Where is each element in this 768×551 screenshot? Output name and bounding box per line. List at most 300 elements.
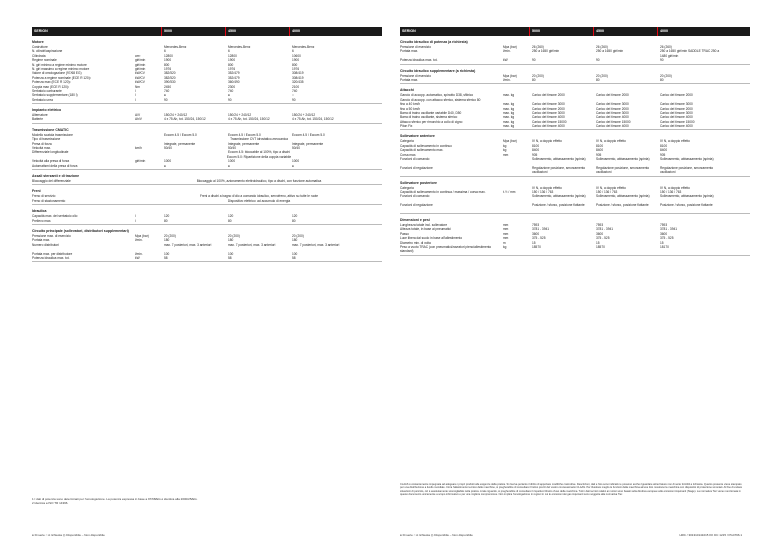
spec-label: Categoria (400, 139, 414, 144)
spec-value-4500: Carico del timone 4000 (596, 124, 629, 129)
legend-left: ● Di serie ○ A richiesta ◎ Disponibile – Non disponibile (32, 533, 105, 537)
spec-value-4500: 90 (228, 97, 232, 102)
spec-value-4500: 18570 (596, 244, 605, 249)
spec-label: Portata max. per distributore (32, 251, 73, 256)
spec-label: Barra di traino oscillante variabile D40, D50 (400, 110, 462, 115)
spec-value-4500: 100 (228, 251, 234, 256)
spec-row (32, 179, 382, 183)
spec-value-4000: 4 x 75 Ah, tot. 150/24, 150/12 (292, 117, 334, 122)
spec-label: Capacità di sollevamento max. (400, 148, 444, 153)
spec-label: Modello scatola trasmissione (32, 132, 73, 137)
section-divider (32, 261, 382, 262)
spec-value-4000: 1976 (292, 66, 300, 71)
spec-value-4500: 180 (228, 238, 234, 243)
spec-value-4000: 120 (292, 214, 298, 219)
spec-value-5000: 2450 (164, 84, 172, 89)
spec-label: Potenza idraulica max. tot. (400, 58, 438, 63)
section-title: Motore (32, 40, 44, 44)
spec-value-4500: Sollevamento, abbassamento (spinta) (596, 157, 650, 162)
section-title: Circuito idraulico di potenza (a richiesta) (400, 40, 468, 44)
section-title: Idraulica (32, 209, 47, 214)
header-col-4000: 4000 (660, 29, 668, 34)
spec-unit: Mpa (bar) (503, 73, 517, 78)
spec-value-5000: Carico del timone 3000 (532, 102, 565, 107)
spec-value-5000: 375 - 525 (532, 236, 546, 241)
spec-value-4500: 3781 - 3941 (596, 227, 614, 232)
spec-row (32, 199, 382, 203)
spec-unit: giri/min (135, 66, 146, 71)
spec-unit: max. kg (503, 93, 515, 98)
spec-value-5000: 50/40 (164, 146, 172, 151)
left-spec-body (32, 40, 382, 262)
spec-unit: max. kg (503, 106, 515, 111)
spec-value-4500: 800 (228, 62, 234, 67)
spec-value-5000: Integrale, permanente (164, 141, 196, 146)
spec-value-4000: 18170 (660, 244, 669, 249)
spec-value-4500: 8400 (596, 148, 604, 153)
section-divider (32, 123, 382, 124)
section-title: Circuito idraulico supplementare (a richiesta) (400, 68, 476, 73)
spec-value-4000: 7593 (660, 223, 668, 228)
spec-row (32, 98, 382, 102)
spec-label: Valore di omologazione (97/68 EG) (32, 71, 82, 76)
spec-label: Numero distributori (32, 242, 59, 247)
spec-label: Lunghezza totale incl. sollevatore (400, 223, 448, 228)
spec-value-4500: 352/479 (228, 71, 240, 76)
spec-unit: kW (135, 255, 140, 260)
spec-value-4000: 90 (660, 58, 664, 63)
section-title: Sollevatore posteriore (400, 180, 437, 185)
section-divider (32, 103, 382, 104)
section-divider (400, 64, 750, 65)
spec-section (32, 229, 382, 262)
spec-label: Attacco sferico per rimorchio a collo di cigno (400, 119, 463, 124)
spec-unit: kW (503, 58, 508, 63)
spec-value-4000: 375 - 525 (660, 236, 674, 241)
spec-value-5000: 382/520 (164, 71, 176, 76)
spec-label: Barra di traino oscillante, sistema sferico (400, 115, 458, 120)
spec-value-5000: 120 (164, 214, 170, 219)
spec-value-4500: ● (228, 163, 230, 168)
spec-value-5000: Carico del timone 3000 (532, 110, 565, 115)
spec-value-all-models: Eccom 4.5: bloccabile al 100%, tipo a dischi (227, 150, 290, 155)
left-table-header (32, 27, 382, 36)
spec-value-4000: 50/40 (292, 146, 300, 151)
spec-value-4000: 80 (292, 218, 296, 223)
spec-value-4500: 15 (596, 240, 600, 245)
spec-value-4500: ● (228, 93, 230, 98)
spec-value-4500: Integrale, permanente (228, 141, 260, 146)
spec-value-4500: 80 (596, 77, 600, 82)
spec-value-4500: Carico del timone 2000 (596, 93, 629, 98)
right-page (400, 27, 750, 256)
spec-value-4000: Carico del timone 4000 (660, 124, 693, 129)
header-model-label: SERION (402, 29, 416, 34)
spec-section (400, 40, 750, 65)
spec-value-4000: 80 (660, 77, 664, 82)
section-divider (32, 169, 382, 170)
spec-value-all-models: Eccom 5.0: Ripartizione della coppia variabile (226, 154, 292, 159)
spec-row (32, 243, 382, 252)
spec-value-4500: 26 (260) (596, 45, 608, 49)
spec-value-4000: 740 (292, 88, 298, 93)
spec-section (32, 209, 382, 225)
spec-unit: cm³ (135, 53, 141, 58)
spec-label: Tipo di trasmissione (32, 137, 61, 142)
section-divider (32, 204, 382, 205)
spec-value-5000: 90 (532, 58, 536, 63)
spec-unit: mm (503, 152, 509, 157)
section-divider (400, 176, 750, 177)
left-page (32, 27, 382, 262)
spec-value-5000: 80 (164, 218, 168, 223)
spec-unit: l (135, 88, 136, 93)
spec-value-5000: 3781 - 3941 (532, 227, 550, 232)
spec-value-5000: 180 (164, 238, 170, 243)
spec-unit: Nm (135, 84, 140, 89)
header-col-4500: 4500 (228, 29, 236, 34)
spec-row (400, 78, 750, 82)
spec-value-4500: Carico del timone 3000 (596, 110, 629, 115)
spec-value-5000: 1976 (164, 66, 172, 71)
spec-label: Capacità di sollevamento in continua / massima / corsa max. (400, 190, 486, 195)
spec-value-5000: Carico del timone 2000 (532, 93, 565, 98)
spec-value-5000: Sollevamento, abbassamento (spinta) (532, 194, 586, 199)
spec-section (32, 40, 382, 104)
section-divider (32, 184, 382, 185)
spec-unit: l/min. (135, 238, 143, 243)
spec-value-4000: 20 (200) (292, 233, 304, 238)
spec-value-4000: Eccom 4.5 / Eccom 5.0 (292, 132, 325, 137)
spec-label: Costruttore (32, 45, 48, 49)
spec-unit: l/min. (503, 77, 511, 82)
spec-value-4500: Carico del timone 2000 (596, 106, 629, 111)
spec-value-4500: Regolazione posizione, smorzamento oscillazioni (596, 165, 650, 175)
spec-value-4000: 308/419 (292, 71, 304, 76)
spec-value-5000: IV N, a doppio effetto (532, 139, 562, 144)
spec-section (32, 108, 382, 124)
spec-unit: max. kg (503, 119, 515, 124)
spec-value-4000: 1900 (292, 58, 300, 63)
spec-unit: max. kg (503, 102, 515, 107)
spec-row (400, 157, 750, 166)
spec-label: Corsa max. (400, 152, 417, 157)
spec-label: Serbatoio supplementare (180 l) (32, 93, 78, 98)
spec-value-4500: 20 (200) (596, 73, 608, 78)
spec-label: N. giri minimo a regime minimo motore (32, 62, 87, 67)
spec-value-4000: Carico del timone 15000 (660, 119, 695, 124)
spec-value-5000: 18570 (532, 244, 541, 249)
header-col-5000: 5000 (164, 29, 172, 34)
spec-value-4500: Posizione / sforzo, posizione flottante (596, 203, 649, 208)
footnotes (32, 497, 362, 505)
section-title: Freni (32, 189, 41, 194)
spec-value-4000: 8400 (660, 148, 668, 153)
spec-label: Regime nominale (32, 58, 57, 63)
spec-label: Passo (400, 231, 409, 236)
spec-label: fino a 50 km/h (400, 106, 421, 111)
spec-row (400, 58, 750, 62)
spec-value-4000: ● (292, 163, 294, 168)
spec-value-4000: 150/24 + 240/12 (292, 113, 316, 118)
spec-value-4000: 150 / 136 / 763 (660, 190, 682, 195)
spec-value-5000: Carico del timone 4000 (532, 115, 565, 120)
legend-right: ● Di serie ○ A richiesta ◎ Disponibile – Non disponibile (400, 533, 473, 537)
spec-value-5000: Posizione / sforzo, posizione flottante (532, 203, 585, 208)
spec-value-5000: 7593 (532, 223, 540, 228)
spec-label: Portata max. (400, 49, 419, 54)
spec-unit: mm (503, 236, 509, 241)
spec-unit: Ah/V (135, 117, 142, 122)
spec-label: Funzioni di regolazione (400, 203, 433, 208)
spec-value-4500: 150 / 136 / 763 (596, 190, 618, 195)
spec-unit: t / t / mm (503, 190, 516, 195)
spec-label: Gancio di accopp. automatico, spinotto D38, sfilnico (400, 93, 474, 98)
spec-value-4000: 308/419 (292, 75, 304, 80)
spec-row (32, 219, 382, 223)
spec-label: Portata max. (32, 238, 51, 243)
spec-value-5000: 15 (532, 240, 536, 245)
spec-unit: kg (503, 244, 507, 249)
spec-value-5000: 12800 (164, 53, 173, 58)
spec-value-4000: 26 (260) (660, 45, 672, 49)
spec-value-5000: 1900 (164, 58, 172, 63)
spec-label: Gancio di accopp. con attacco sferico, sistema sferico 80 (400, 97, 481, 102)
spec-label: Batterie (32, 117, 43, 122)
spec-value-5000: 740 (164, 88, 170, 93)
spec-unit: kg (503, 143, 507, 148)
spec-value-4000: 8100 (660, 143, 668, 148)
spec-label: Cilindrata (32, 53, 46, 58)
spec-value-4000: 180 (292, 238, 298, 243)
spec-value-4500: 6 (228, 49, 230, 54)
spec-value-4500: Eccom 4.5 / Eccom 5.0 (228, 132, 261, 137)
spec-value-4000: Sollevamento, abbassamento (spinta) (660, 157, 714, 162)
spec-value-4500: Sollevamento, abbassamento (spinta) (596, 194, 650, 199)
spec-value-4500: IV N, a doppio effetto (596, 139, 626, 144)
spec-value-4500: Mercedes-Benz (228, 45, 251, 49)
spec-label: Differenziale longitudinale (32, 150, 69, 155)
spec-value-4000: IV N, a doppio effetto (660, 139, 690, 144)
spec-value-4000: Regolazione posizione, smorzamento oscillazioni (660, 165, 714, 175)
spec-value-4000: IV N, a doppio effetto (660, 185, 690, 190)
spec-value-all-models: Dispositivo elettrico: ad accumulo di energia (227, 198, 291, 203)
spec-value-5000: 8100 (532, 143, 540, 148)
spec-label: Freno di stazionamento (32, 198, 66, 203)
spec-value-5000: 150 / 136 / 763 (532, 190, 554, 195)
section-title: Sollevatore anteriore (400, 134, 435, 139)
spec-row (400, 203, 750, 212)
spec-section (32, 189, 382, 205)
spec-value-5000: Eccom 4.5 / Eccom 5.0 (164, 132, 197, 137)
spec-label: Serbatoio carburante (32, 88, 62, 93)
spec-value-5000: ● (164, 93, 166, 98)
spec-section (400, 69, 750, 85)
spec-value-4000: 6 (292, 49, 294, 54)
section-title: Assali sterzanti e di trazione (32, 173, 80, 178)
spec-label: Potenza max (ECE R 120)¹ (32, 80, 71, 85)
spec-label: Velocità alla presa di forza (32, 159, 70, 164)
spec-value-5000: 8400 (532, 148, 540, 153)
spec-value-4500: 1000 (228, 159, 236, 164)
section-title: Circuito principale (sollevatori, distributori supplementari) (32, 228, 129, 233)
spec-label: Potenza a regime nominale (ECE R 120)¹ (32, 75, 91, 80)
disclaimer-text: CLAAS è costantemente impegnata ad adeguare i propri prodotti alle esigenze della pratica. Si riserva pertanto il diritto di apportare modifiche costruttive. Descrizioni, dati e foto sono indicativi e possono anche riguardare attrezzature non di serie fornibili a richiesta. Quanto presente viene stampato per una distribuzione a livello mondiale. Circa l'allestimento tecnico delle macchine, si pregherebbe di consultare il listino prezzi del vostro concessionario CLAAS. Per illustrare meglio le funzioni della macchina alcune foto mostrano la macchina con dispositivi di protezione smontati. Al fine di evitare situazioni di pericolo, ciò è assolutamente sconsigliabile nella pratica. A tale riguardo, si pregherebbe di consultare il rispettivo libretto d'uso della macchina. Tutti i dati tecnici relativi ai motori sono basati sulla direttiva europea sulle emissioni inquinanti (Stage). La normativa Tier viene menzionata in questo documento unicamente a scopo informativo e per una migliore comprensione. Non implica l'omologazione in regioni in cui le emissioni dei gas inquinanti sono soggette alla normativa Tier. (400, 483, 743, 497)
spec-label: Pressione di esercizio (400, 45, 432, 49)
spec-unit: max. kg (503, 124, 515, 129)
spec-label: Potenza idraulica max. tot. (32, 255, 70, 260)
header-col-5000: 5000 (532, 29, 540, 34)
spec-unit: km/h (135, 146, 142, 151)
section-title: Dimensioni e pesi (400, 218, 430, 223)
spec-value-4000: 320/435 (292, 80, 304, 85)
right-spec-body (400, 40, 750, 256)
spec-value-4000: Carico del timone 2000 (660, 93, 693, 98)
spec-value-5000: Carico del timone 15000 (532, 119, 567, 124)
spec-value-4000: Carico del timone 4000 (660, 115, 693, 120)
spec-value-4500: IV N, a doppio effetto (596, 185, 626, 190)
header-model-label: SERION (34, 29, 48, 34)
spec-value-4500: 740 (228, 88, 234, 93)
spec-value-4000: 10600 (292, 53, 301, 58)
spec-value-4000: 15 (660, 240, 664, 245)
spec-section (32, 174, 382, 185)
section-divider (400, 83, 750, 84)
spec-label: Alternatore (32, 113, 48, 118)
spec-label: Velocità max. (32, 146, 51, 151)
spec-value-4500: 375 - 525 (596, 236, 610, 241)
spec-value-5000: 58 (164, 255, 168, 260)
spec-value-4500: 3600 (596, 231, 604, 236)
spec-unit: mm (503, 231, 509, 236)
spec-label: Altezza totale, in base ai pneumatici (400, 227, 451, 232)
section-title: Trasmissione CMATIC (32, 127, 69, 132)
spec-label: Portata max. (400, 77, 419, 82)
spec-value-4500: 1976 (228, 66, 236, 71)
spec-value-4500: 150/24 + 240/12 (228, 113, 252, 118)
spec-value-4000: 800 (292, 62, 298, 67)
spec-value-4000: Sollevamento, abbassamento (spinta) (660, 194, 714, 199)
spec-row (400, 49, 750, 58)
spec-section (400, 218, 750, 256)
spec-value-4500: 80 (228, 218, 232, 223)
spec-value-4000: 250 a 1650 giri/min SADDLE TRAC 250 a 1480 giri/min (660, 49, 720, 58)
spec-value-4000: Carico del timone 2000 (660, 106, 693, 111)
section-title: Attacchi (400, 88, 414, 93)
spec-label: Funzioni di comando (400, 157, 430, 162)
spec-unit: A/V (135, 113, 141, 118)
spec-unit: max. kg (503, 115, 515, 120)
spec-value-5000: Sollevamento, abbassamento (spinta) (532, 157, 586, 162)
footnote-2: 2 Identica a ISO TR 14396. (32, 501, 69, 506)
footnote-1: 1 I dati di potenza sono determinati per l'omologazione. La potenza espressa in base a 97/68/EG è identica alla 2000/25/EG. (32, 497, 198, 501)
spec-value-5000: 150/24 + 240/12 (164, 113, 188, 118)
spec-value-4500: 2300 (228, 84, 236, 89)
spec-unit: l (135, 214, 136, 219)
spec-label: Serbatoio urea (32, 97, 53, 102)
spec-value-4000: Carico del timone 3000 (660, 102, 693, 107)
spec-value-4000: Posizione / sforzo, posizione flottante (660, 203, 713, 208)
spec-value-4500: 352/479 (228, 75, 240, 80)
spec-unit: l (135, 93, 136, 98)
spec-value-4000: Mercedes-Benz (292, 45, 315, 49)
spec-value-5000: 3600 (532, 231, 540, 236)
spec-value-4000: 100 (292, 251, 298, 256)
spec-value-5000: 20 (200) (532, 73, 544, 78)
spec-unit: l (135, 218, 136, 223)
spec-value-5000: 6 (164, 49, 166, 54)
spec-value-4500: 58 (228, 255, 232, 260)
spec-value-4500: 20 (200) (228, 233, 240, 238)
spec-value-5000: Carico del timone 2000 (532, 106, 565, 111)
spec-value-4500: 50/40 (228, 146, 236, 151)
spec-unit: giri/min (135, 159, 146, 164)
spec-row (400, 124, 750, 128)
spec-value-5000: Carico del timone 4000 (532, 124, 565, 129)
spec-unit: mm (503, 223, 509, 228)
spec-value-4500: Carico del timone 4000 (596, 115, 629, 120)
spec-value-4500: Carico del timone 15000 (596, 119, 631, 124)
spec-label: Luce libera dal suolo in base all'allestimento (400, 236, 463, 241)
spec-label: N. cilindri/aspirazione (32, 49, 63, 54)
spec-label: Categoria (400, 185, 414, 190)
spec-unit: max. kg (503, 110, 515, 115)
spec-value-4000: max. 7 posteriori, max. 3 anteriori (292, 242, 340, 247)
section-divider (400, 129, 750, 130)
spec-value-4000: 1000 (292, 159, 300, 164)
spec-label: N. giri massimo a regime minimo motore (32, 66, 90, 71)
spec-value-all-models: Bloccaggio al 100%, azionamento elettroidraulico, tipo a dischi, con funzione automatica (196, 178, 322, 183)
header-col-4000: 4000 (292, 29, 300, 34)
spec-value-5000: IV N, a doppio effetto (532, 185, 562, 190)
spec-value-5000: 4 x 75 Ah, tot. 150/24, 150/12 (164, 117, 206, 122)
spec-value-4500: max. 7 posteriori, max. 3 anteriori (228, 242, 276, 247)
spec-label: Pressione max. di esercizio (32, 233, 71, 238)
spec-label: Capacità max. del serbatoio olio (32, 214, 78, 219)
spec-value-5000: 26 (260) (532, 45, 544, 49)
spec-label: Automatismi della presa di forza (32, 163, 78, 168)
spec-value-4500: 12800 (228, 53, 237, 58)
spec-value-5000: Regolazione posizione, smorzamento oscillazioni (532, 165, 586, 175)
spec-unit: mm (503, 227, 509, 232)
spec-value-4000: 20 (200) (660, 73, 672, 78)
spec-value-5000: 800 (164, 62, 170, 67)
spec-label: fino a 40 km/h (400, 102, 421, 107)
spec-value-5000: 100 (164, 251, 170, 256)
spec-row (400, 245, 750, 254)
spec-label: Pressione di esercizio (400, 73, 432, 78)
spec-unit: Mpa (bar) (503, 45, 517, 49)
spec-label: Funzioni di regolazione (400, 165, 433, 170)
spec-label: Capacità di sollevamento in continuo (400, 143, 452, 148)
spec-unit: l (135, 97, 136, 102)
section-divider (400, 255, 750, 256)
spec-value-5000: 1000 (164, 159, 172, 164)
section-divider (32, 224, 382, 225)
spec-unit: Mpa (bar) (135, 233, 149, 238)
spec-value-4000: 58 (292, 255, 296, 260)
spec-value-4000: Carico del timone 3000 (660, 110, 693, 115)
spec-value-5000: 90 (164, 97, 168, 102)
spec-unit: kW/CV (135, 71, 145, 76)
spec-unit: giri/min (135, 62, 146, 67)
spec-section (400, 181, 750, 214)
document-id: HRC / 301310141015 KK DC 1215 / PG4796.1 (679, 533, 742, 537)
spec-value-4500: 1900 (228, 58, 236, 63)
spec-label: Bloccaggio del differenziale (32, 178, 71, 183)
spec-row (400, 194, 750, 203)
spec-value-5000: Mercedes-Benz (164, 45, 187, 49)
